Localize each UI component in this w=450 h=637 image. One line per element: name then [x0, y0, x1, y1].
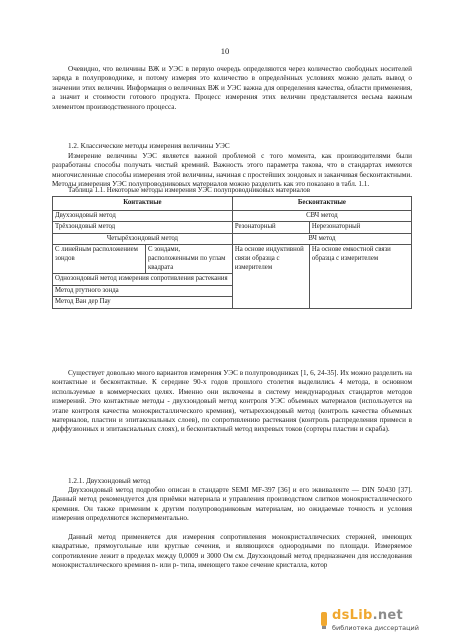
- table-cell: СВЧ метод: [232, 210, 411, 222]
- table-header-row: [53, 197, 412, 211]
- subsection-paragraph-1: Двухзондовый метод подробно описан в стандарте SEMI MF-397 [36] и его эквиваленте — DIN 50430 [37]. Данный метод рекомендуется для приёмки материала и управления производством слитков монокристаллического кремния. Он также применим к другим полупроводниковым материалам, но ожидаемые точность и условия измерения определяются экспериментально.: [52, 486, 412, 523]
- watermark-subtitle: библиотека диссертаций: [332, 624, 419, 632]
- table-row: [53, 233, 412, 245]
- table-header-contact: Контактные: [53, 197, 233, 211]
- lamp-icon: [318, 610, 330, 630]
- table-caption: Таблица 1.1. Некоторые методы измерения УЭС полупроводниковых материалов: [68, 186, 311, 194]
- table-cell: Четырёхзондовый метод: [53, 233, 233, 245]
- table-header-noncontact: Бесконтактные: [232, 197, 411, 211]
- table-cell: С линейным расположением зондов: [53, 245, 146, 274]
- table-cell: Метод ртутного зонда: [53, 285, 233, 297]
- table-row: [53, 245, 412, 274]
- methods-overview-paragraph: Существует довольно много вариантов измерения УЭС в полупроводниках [1, 6, 24-35]. Их можно разделить на контактные и бесконтактные. К середине 90-х годов прошлого столетия выделились 4 метода, в основном используемые в коммерческих целях. Именно они включены в систему международных стандартов методов измерений. Это контактные методы - двухзондовый метод контроля УЭС объемных материалов (используется на этапе контроля качества монокристаллического кремния), четырехзондовый метод (контроль качества объемных материалов, пластин и эпитаксиальных слоев), по сопротивлению растекания (контроль распределения примеси в диффузионных и эпитаксиальных слоях), и бесконтактный метод вихревых токов (сортеры пластин и скраба).: [52, 369, 412, 434]
- table-cell: Однозондовый метод измерения сопротивления растекания: [53, 274, 233, 286]
- table-cell: Метод Ван дер Пау: [53, 297, 233, 309]
- table-cell: На основе индуктивной связи образца с измерителем: [232, 245, 309, 309]
- table-row: [53, 210, 412, 222]
- intro-paragraph: Очевидно, что величины ВЖ и УЭС в первую очередь определяются через количество свободных носителей заряда в полупроводнике, и потому измеряя это количество в определённых условиях можно делать вывод о значении этих величин. Информация о величинах ВЖ и УЭС важна для определения качества, области применения, а значит и стоимости готового продукта. Процесс измерения этих величин представляется весьма важным элементом производственного процесса.: [52, 65, 412, 111]
- table-cell: Резонаторный: [232, 222, 309, 234]
- subsection-title: 1.2.1. Двухзондовый метод: [68, 477, 151, 485]
- site-watermark: [318, 608, 444, 634]
- table-row: [53, 222, 412, 234]
- section-title: 1.2. Классические методы измерения величины УЭС: [68, 142, 230, 150]
- methods-table: [52, 196, 412, 309]
- table-cell: Нерезонаторный: [309, 222, 411, 234]
- table-cell: С зондами, расположенными по углам квадрата: [146, 245, 233, 274]
- section-body-paragraph: Измерение величины УЭС является важной проблемой с того момента, как производителями были разработаны способы получать чистый кремний. Важность этого параметра такова, что в стандартах имеются многочисленные способы измерения этой величины, начиная с простейших зондовых и заканчивая бесконтактными. Методы измерения УЭС полупроводниковых материалов можно разделить как это показано в табл. 1.1.: [52, 152, 412, 189]
- watermark-logo-suffix: .net: [372, 608, 404, 623]
- table-cell: Двухзондовый метод: [53, 210, 233, 222]
- table-cell: ВЧ метод: [232, 233, 411, 245]
- table-cell: Трёхзондовый метод: [53, 222, 233, 234]
- table-cell: На основе емкостной связи образца с измерителем: [309, 245, 411, 309]
- subsection-paragraph-2: Данный метод применяется для измерения сопротивления монокристаллических стержней, имеющих квадратные, прямоугольные или круглые сечения, и являющихся однородными по площади. Измеряемое сопротивление лежит в пределах между 0,0009 и 3000 Ом см. Двухзондовый метод предназначен для исследования монокристаллического кремния n- или p- типа, имеющего такое сечение кристалла, котор: [52, 533, 412, 570]
- watermark-logo: [332, 608, 403, 623]
- page-number: 10: [220, 46, 230, 56]
- watermark-logo-main: dsLib: [332, 608, 373, 623]
